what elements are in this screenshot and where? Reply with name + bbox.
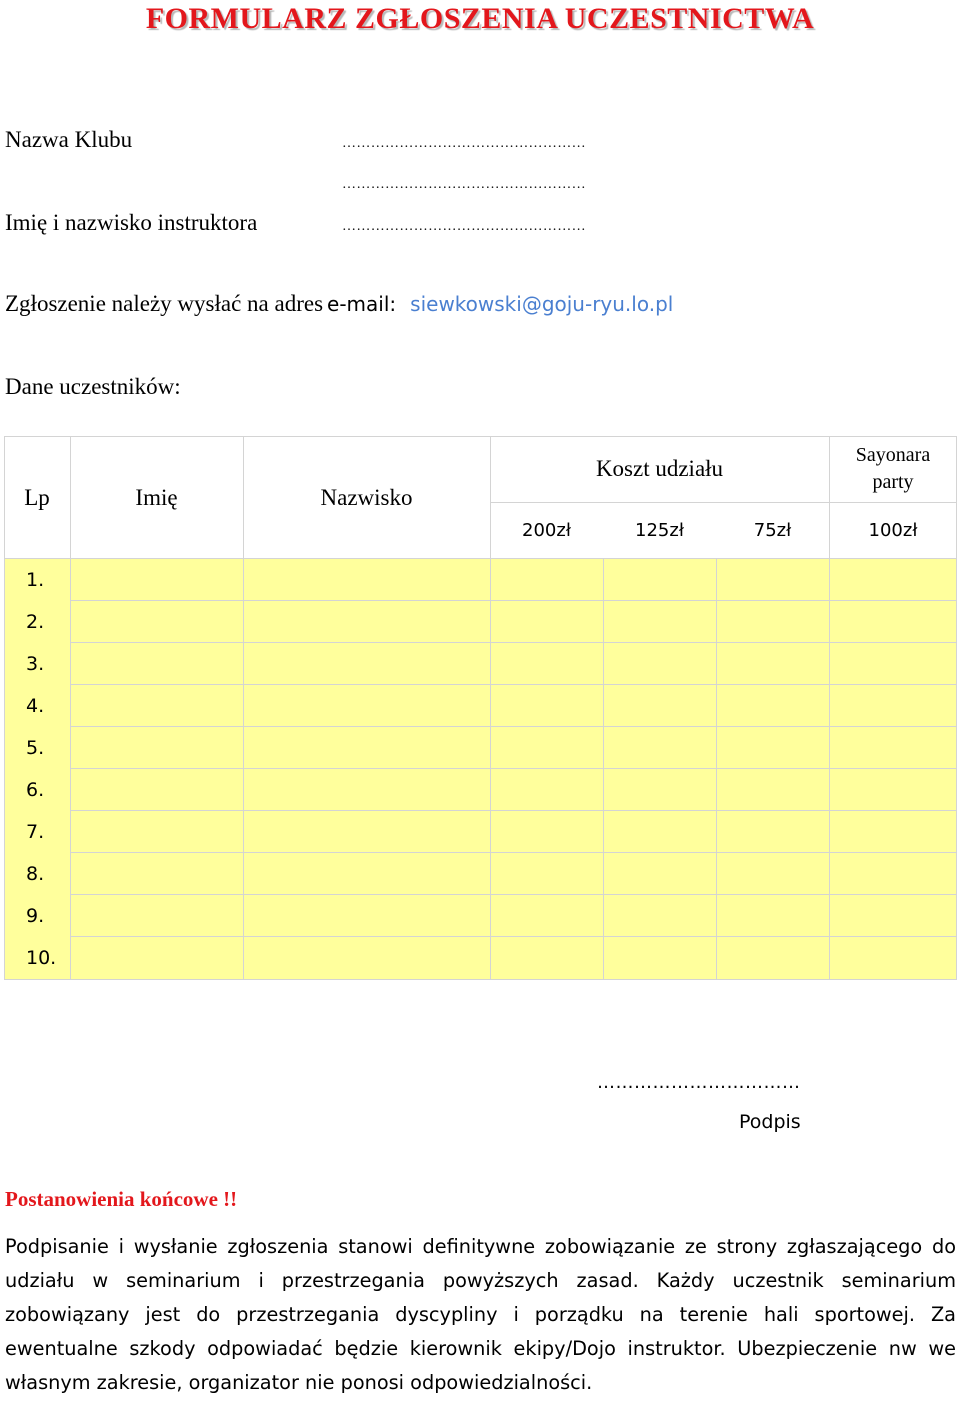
participants-table xyxy=(4,436,957,980)
club-name-dots-continued[interactable]: …………………………………………… xyxy=(342,177,586,192)
row-number: 10. xyxy=(26,947,57,969)
final-provisions-text: Podpisanie i wysłanie zgłoszenia stanowi definitywne zobowiązanie ze strony zgłaszającego do udziału w seminarium i przestrzegania powyższych zasad. Każdy uczestnik seminarium zobowiązany jest do przestrzegania dyscypliny i porządku na terenie hali sportowej. Za ewentualne szkody odpowiadać będzie kierownik ekipy/Dojo instruktor. Ubezpieczenie nw we własnym zakresie, organizator nie ponosi odpowiedzialności. xyxy=(5,1235,956,1394)
header-sayonara xyxy=(829,442,957,496)
header-nazwisko: Nazwisko xyxy=(320,485,413,510)
form-title: FORMULARZ ZGŁOSZENIA UCZESTNICTWA xyxy=(145,2,815,35)
club-name-label: Nazwa Klubu xyxy=(5,127,133,152)
header-sayonara-line1: Sayonara xyxy=(855,444,931,466)
price-75: 75zł xyxy=(753,520,792,541)
instructor-name-label: Imię i nazwisko instruktora xyxy=(5,210,258,235)
signature-label: Podpis xyxy=(739,1111,801,1133)
signature-line[interactable]: …………………………… xyxy=(597,1072,801,1093)
email-link[interactable]: siewkowski@goju-ryu.lo.pl xyxy=(410,292,674,316)
row-number: 6. xyxy=(26,779,45,801)
row-number: 4. xyxy=(26,695,45,717)
header-koszt-udzialu: Koszt udziału xyxy=(595,456,724,481)
club-name-dots[interactable]: …………………………………………… xyxy=(342,136,586,151)
header-lp: Lp xyxy=(24,485,50,510)
table-body-fill xyxy=(4,558,957,980)
row-number: 8. xyxy=(26,863,45,885)
email-instruction xyxy=(5,291,673,317)
final-provisions-heading: Postanowienia końcowe !! xyxy=(5,1187,238,1211)
row-number: 1. xyxy=(26,569,45,591)
header-sayonara-line2: party xyxy=(872,471,914,493)
instructor-name-dots[interactable]: …………………………………………… xyxy=(342,219,586,234)
row-number: 3. xyxy=(26,653,45,675)
row-number: 5. xyxy=(26,737,45,759)
row-number: 2. xyxy=(26,611,45,633)
price-125: 125zł xyxy=(635,520,684,541)
email-label: e-mail: xyxy=(327,292,397,316)
header-imie: Imię xyxy=(135,485,178,510)
price-sayonara-100: 100zł xyxy=(868,520,918,541)
price-200: 200zł xyxy=(522,520,571,541)
row-number: 7. xyxy=(26,821,45,843)
row-number: 9. xyxy=(26,905,45,927)
email-instruction-text: Zgłoszenie należy wysłać na adres xyxy=(5,291,324,316)
participants-heading: Dane uczestników: xyxy=(5,374,181,399)
